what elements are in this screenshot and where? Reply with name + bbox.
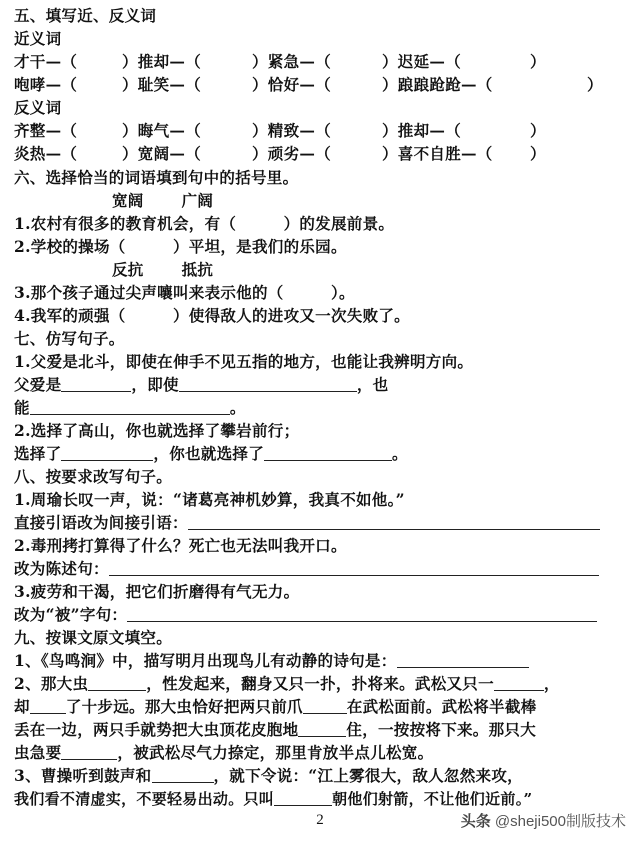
question-6-3: 3.那个孩子通过尖声嚷叫来表示他的（ ）。	[14, 283, 355, 302]
pair-text: ）紧急—（	[252, 52, 332, 71]
synonym-label: 近义词	[14, 29, 62, 48]
pair-text: ）	[530, 52, 546, 71]
prompt-text: ，你也就选择了	[153, 444, 265, 463]
question-9-3-line-1	[14, 766, 634, 786]
watermark-text: @sheji500制版技术	[494, 813, 626, 830]
section-9-title: 九、按课文原文填空。	[14, 628, 173, 647]
answer-blank[interactable]	[274, 790, 332, 806]
section-5-title: 五、填写近、反义词	[14, 6, 157, 25]
prompt-text: 改为“被”字句：	[14, 605, 128, 624]
answer-blank[interactable]	[303, 698, 347, 714]
prompt-text: 我们看不清虚实，不要轻易出动。只叫	[14, 790, 275, 808]
prompt-text: 1、《鸟鸣涧》中，描写明月出现鸟儿有动静的诗句是：	[14, 651, 397, 670]
prompt-text: ，也	[356, 375, 389, 394]
question-8-2: 2.毒刑拷打算得了什么？死亡也无法叫我开口。	[14, 536, 347, 555]
pair-text: ）顽劣—（	[252, 144, 332, 163]
word-choice-row-1	[112, 191, 634, 211]
pair-text: 齐整—（	[14, 121, 78, 140]
question-8-1: 1.周瑜长叹一声，说：“诸葛亮神机妙算，我真不如他。”	[14, 490, 405, 509]
pair-text: 咆哮—（	[14, 75, 78, 94]
page-number: 2	[316, 812, 324, 828]
prompt-text: 在武松面前。武松将半截棒	[346, 697, 537, 716]
prompt-text: ，即使	[131, 375, 179, 394]
imitation-line-1	[14, 375, 634, 395]
pair-text: ）迟延—（	[382, 52, 462, 71]
question-6-1: 1.农村有很多的教育机会，有（ ）的发展前景。	[14, 214, 395, 233]
answer-blank[interactable]	[30, 698, 66, 714]
word-choice: 反抗	[112, 260, 144, 279]
prompt-text: 能	[14, 398, 30, 417]
answer-blank[interactable]	[152, 767, 214, 783]
prompt-text: 选择了	[14, 444, 62, 463]
answer-blank[interactable]	[61, 445, 153, 461]
antonym-row-2	[14, 144, 634, 164]
rewrite-line-3	[14, 605, 634, 625]
prompt-text: 。	[229, 398, 246, 417]
pair-text: ）恰好—（	[252, 75, 332, 94]
synonym-row-1	[14, 52, 634, 72]
imitation-line-2	[14, 398, 634, 418]
prompt-text: 住，一按按将下来。那只大	[346, 720, 537, 739]
prompt-text: 朝他们射箭，不让他们近前。”	[332, 790, 533, 808]
prompt-text: 2、那大虫	[14, 674, 89, 693]
question-9-2-line-2	[14, 697, 634, 717]
imitation-line-3	[14, 444, 634, 464]
rewrite-line-1	[14, 513, 634, 533]
question-7-1: 1.父爱是北斗，即使在伸手不见五指的地方，也能让我辨明方向。	[14, 352, 474, 371]
answer-blank[interactable]	[264, 445, 392, 461]
section-6-title: 六、选择恰当的词语填到句中的括号里。	[14, 168, 299, 187]
answer-blank[interactable]	[61, 376, 131, 392]
pair-text: 才干—（	[14, 52, 78, 71]
section-8-title: 八、按要求改写句子。	[14, 467, 173, 486]
prompt-text: ，	[543, 674, 560, 693]
answer-blank[interactable]	[30, 399, 230, 415]
pair-text: ）推却—（	[382, 121, 462, 140]
prompt-text: 改为陈述句：	[14, 559, 109, 578]
word-choice-row-2	[112, 260, 634, 280]
prompt-text: 。	[392, 444, 408, 463]
word-choice: 广阔	[181, 191, 214, 210]
pair-text: ）踉踉跄跄—（	[382, 75, 493, 94]
question-8-3: 3.疲劳和干渴，把它们折磨得有气无力。	[14, 582, 300, 601]
question-9-2-line-1	[14, 674, 634, 694]
question-9-3-line-2	[14, 789, 634, 809]
pair-text: ）	[530, 121, 546, 140]
watermark-logo: 头条	[460, 813, 491, 830]
prompt-text: 3、曹操听到鼓声和	[14, 766, 152, 785]
question-9-1	[14, 651, 634, 671]
rewrite-line-2	[14, 559, 634, 579]
pair-text: ）耻笑—（	[122, 75, 202, 94]
question-6-4: 4.我军的顽强（ ）使得敌人的进攻又一次失败了。	[14, 306, 410, 325]
answer-blank[interactable]	[88, 675, 146, 691]
answer-blank[interactable]	[298, 721, 346, 737]
question-9-2-line-4	[14, 743, 634, 763]
answer-blank[interactable]	[127, 606, 597, 622]
word-choice: 宽阔	[112, 191, 144, 210]
pair-text: ）精致—（	[252, 121, 332, 140]
question-7-2: 2.选择了高山，你也就选择了攀岩前行；	[14, 421, 300, 440]
question-9-2-line-3	[14, 720, 634, 740]
synonym-row-2	[14, 75, 634, 95]
prompt-text: 却	[14, 697, 30, 716]
answer-blank[interactable]	[397, 652, 529, 668]
pair-text: ）	[530, 144, 546, 163]
prompt-text: 父爱是	[14, 375, 62, 394]
prompt-text: 了十步远。那大虫恰好把两只前爪	[65, 697, 303, 716]
prompt-text: 虫急要	[14, 743, 62, 762]
antonym-row-1	[14, 121, 634, 141]
prompt-text: 丢在一边，两只手就势把大虫顶花皮胞地	[14, 720, 299, 739]
prompt-text: ，就下令说：“江上雾很大，敌人忽然来攻，	[213, 766, 523, 785]
prompt-text: ，被武松尽气力捺定，那里肯放半点儿松宽。	[117, 743, 434, 762]
pair-text: ）推却—（	[122, 52, 202, 71]
antonym-label: 反义词	[14, 98, 62, 117]
watermark	[461, 810, 626, 831]
pair-text: ）晦气—（	[122, 121, 202, 140]
word-choice: 抵抗	[181, 260, 214, 279]
pair-text: ）宽阔—（	[122, 144, 202, 163]
answer-blank[interactable]	[494, 675, 544, 691]
answer-blank[interactable]	[179, 376, 357, 392]
prompt-text: 直接引语改为间接引语：	[14, 513, 188, 532]
prompt-text: ，性发起来，翻身又只一扑，扑将来。武松又只一	[146, 674, 494, 693]
answer-blank[interactable]	[61, 744, 117, 760]
pair-text: ）喜不自胜—（	[382, 144, 493, 163]
answer-blank[interactable]	[109, 560, 599, 576]
answer-blank[interactable]	[188, 514, 600, 530]
question-6-2: 2.学校的操场（ ）平坦，是我们的乐园。	[14, 237, 347, 256]
pair-text: 炎热—（	[14, 144, 78, 163]
pair-text: ）	[587, 75, 603, 94]
section-7-title: 七、仿写句子。	[14, 329, 125, 348]
